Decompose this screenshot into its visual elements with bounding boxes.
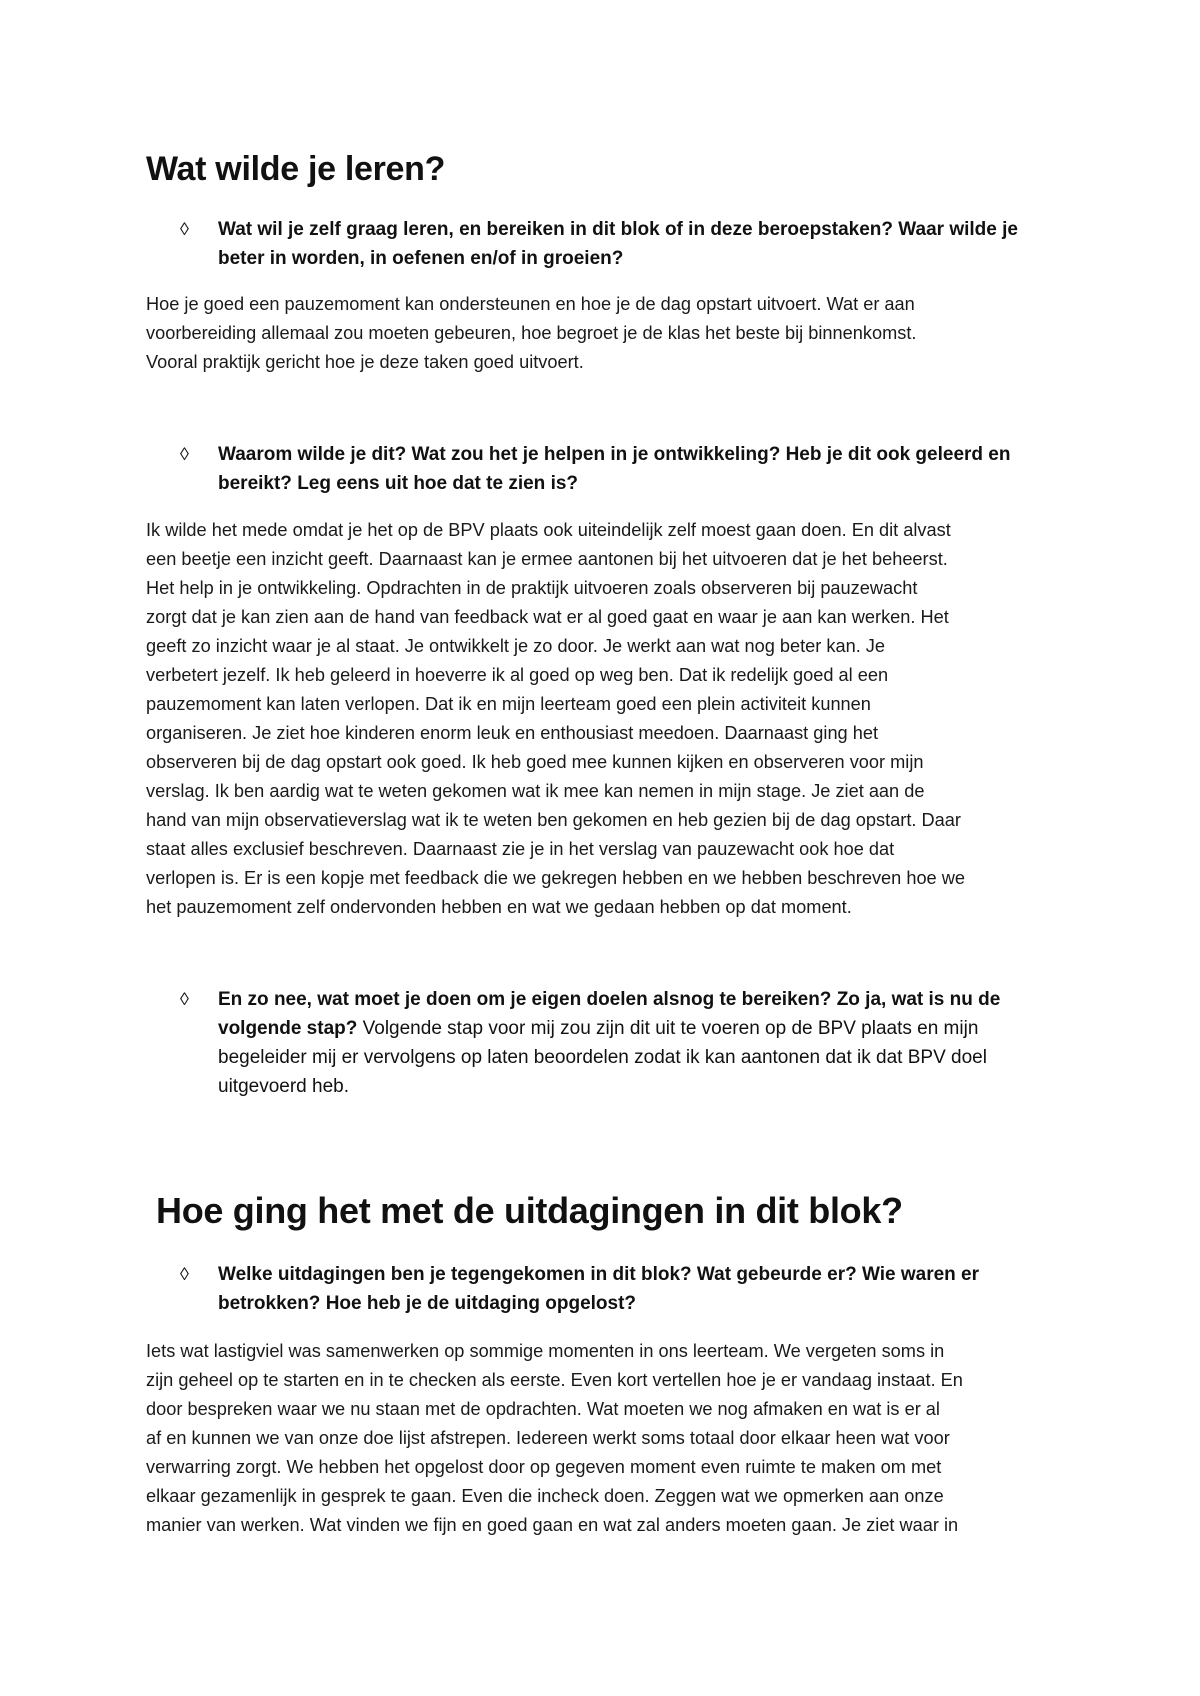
paragraph-line: een beetje een inzicht geeft. Daarnaast kan je ermee aantonen bij het uitvoeren dat je het beheerst. (146, 549, 948, 569)
question-text: Wat wil je zelf graag leren, en bereiken in dit blok of in deze beroepstaken? Waar wilde je beter in worden, in oefenen en/of in groeien? (218, 219, 1018, 269)
question-text: Waarom wilde je dit? Wat zou het je helpen in je ontwikkeling? Heb je dit ook geleerd en bereikt? Leg eens uit hoe dat te zien is? (218, 444, 1011, 494)
paragraph-line: organiseren. Je ziet hoe kinderen enorm leuk en enthousiast meedoen. Daarnaast ging het (146, 723, 879, 743)
paragraph-line: af en kunnen we van onze doe lijst afstrepen. Iedereen werkt soms totaal door elkaar heen wat voor (146, 1428, 950, 1448)
paragraph-line: zijn geheel op te starten en in te checken als eerste. Even kort vertellen hoe je er vandaag instaat. En (146, 1370, 963, 1390)
diamond-bullet-icon: ◊ (180, 1264, 189, 1284)
answer-paragraph-2 (146, 516, 1066, 922)
question-with-answer (218, 985, 1058, 1101)
paragraph-line: hand van mijn observatieverslag wat ik te weten ben gekomen en heb gezien bij de dag opstart. Daar (146, 810, 961, 830)
paragraph-line: pauzemoment kan laten verlopen. Dat ik en mijn leerteam goed een plein activiteit kunnen (146, 694, 871, 714)
paragraph-line: observeren bij de dag opstart ook goed. Ik heb goed mee kunnen kijken en observeren voor mijn (146, 752, 924, 772)
question-item-1 (180, 215, 1080, 273)
diamond-bullet-icon: ◊ (180, 989, 189, 1009)
answer-paragraph-4 (146, 1337, 1066, 1540)
inline-answer-text: Volgende stap voor mij zou zijn dit uit te voeren op de BPV plaats en mijn begeleider mij er vervolgens op laten beoordelen zodat ik kan aantonen dat ik dat BPV doel uitgevoerd heb. (218, 1018, 987, 1097)
paragraph-line: zorgt dat je kan zien aan de hand van feedback wat er al goed gaat en waar je aan kan werken. Het (146, 607, 949, 627)
answer-paragraph-1 (146, 290, 1066, 377)
question-item-3 (180, 985, 1080, 1101)
paragraph-line: Iets wat lastigviel was samenwerken op sommige momenten in ons leerteam. We vergeten soms in (146, 1341, 945, 1361)
paragraph-line: Hoe je goed een pauzemoment kan ondersteunen en hoe je de dag opstart uitvoert. Wat er aan (146, 294, 915, 314)
paragraph-line: verslag. Ik ben aardig wat te weten gekomen wat ik mee kan nemen in mijn stage. Je ziet aan de (146, 781, 925, 801)
paragraph-line: Vooral praktijk gericht hoe je deze taken goed uitvoert. (146, 352, 584, 372)
paragraph-line: verlopen is. Er is een kopje met feedback die we gekregen hebben en we hebben beschreven hoe we (146, 868, 965, 888)
paragraph-line: geeft zo inzicht waar je al staat. Je ontwikkelt je zo door. Je werkt aan wat nog beter kan. Je (146, 636, 886, 656)
paragraph-line: Het help in je ontwikkeling. Opdrachten in de praktijk uitvoeren zoals observeren bij pauzewacht (146, 578, 918, 598)
paragraph-line: voorbereiding allemaal zou moeten gebeuren, hoe begroet je de klas het beste bij binnenkomst. (146, 323, 917, 343)
section-heading-uitdagingen: Hoe ging het met de uitdagingen in dit blok? (156, 1190, 903, 1231)
question-item-2 (180, 440, 1080, 498)
paragraph-line: verwarring zorgt. We hebben het opgelost door op gegeven moment even ruimte te maken om met (146, 1457, 942, 1477)
paragraph-line: staat alles exclusief beschreven. Daarnaast zie je in het verslag van pauzewacht ook hoe dat (146, 839, 895, 859)
diamond-bullet-icon: ◊ (180, 219, 189, 239)
paragraph-line: manier van werken. Wat vinden we fijn en goed gaan en wat zal anders moeten gaan. Je ziet waar in (146, 1515, 959, 1535)
paragraph-line: Ik wilde het mede omdat je het op de BPV plaats ook uiteindelijk zelf moest gaan doen. En dit alvast (146, 520, 951, 540)
section-heading-wat-wilde-je-leren: Wat wilde je leren? (146, 150, 446, 188)
diamond-bullet-icon: ◊ (180, 444, 189, 464)
paragraph-line: het pauzemoment zelf ondervonden hebben en wat we gedaan hebben op dat moment. (146, 897, 852, 917)
paragraph-line: verbetert jezelf. Ik heb geleerd in hoeverre ik al goed op weg ben. Dat ik redelijk goed al een (146, 665, 889, 685)
paragraph-line: door bespreken waar we nu staan met de opdrachten. Wat moeten we nog afmaken en wat is er al (146, 1399, 940, 1419)
question-text: Welke uitdagingen ben je tegengekomen in dit blok? Wat gebeurde er? Wie waren er betrokken? Hoe heb je de uitdaging opgelost? (218, 1264, 980, 1314)
paragraph-line: elkaar gezamenlijk in gesprek te gaan. Even die incheck doen. Zeggen wat we opmerken aan onze (146, 1486, 944, 1506)
question-item-4 (180, 1260, 1080, 1318)
question-text: En zo nee, wat moet je doen om je eigen doelen alsnog te bereiken? Zo ja, wat is nu de volgende stap? (218, 989, 1001, 1039)
